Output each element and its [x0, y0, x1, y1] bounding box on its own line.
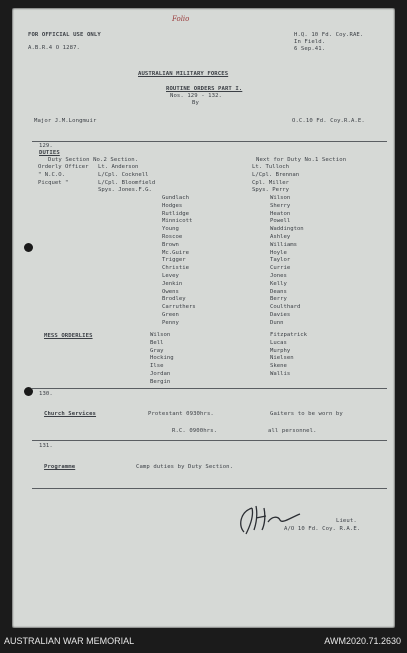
personnel-name: Levey: [162, 272, 179, 279]
personnel-name: Bergin: [150, 378, 171, 385]
folio-stamp: Folio: [172, 15, 190, 23]
personnel-name: Lucas: [270, 339, 287, 346]
document-title: AUSTRALIAN MILITARY FORCES: [138, 71, 229, 77]
personnel-name: Hoyle: [270, 249, 287, 256]
personnel-name: Taylor: [270, 257, 291, 264]
personnel-name: Skene: [270, 363, 287, 370]
personnel-name: Ilse: [150, 363, 164, 370]
personnel-name: Sherry: [270, 202, 291, 209]
rank-entry: Spys. Jones.F.G.: [98, 187, 152, 194]
personnel-name: Dunn: [270, 319, 284, 326]
section-divider: [32, 388, 387, 389]
personnel-name: Currie: [270, 265, 291, 272]
section-divider: [32, 141, 387, 142]
signature-rank: Lieut.: [336, 518, 357, 524]
church-note-1: Gaiters to be worn by: [270, 411, 343, 417]
personnel-name: Young: [162, 226, 179, 233]
next-duty-title: Next for Duty No.1 Section: [256, 157, 347, 163]
date-line: 6 Sep.41.: [294, 46, 326, 52]
section-number-129: 129.: [39, 143, 53, 149]
personnel-name: Murphy: [270, 347, 291, 354]
personnel-name: Rutlidge: [162, 210, 189, 217]
personnel-name: Wilson: [270, 195, 291, 201]
personnel-name: Christie: [162, 265, 189, 272]
personnel-name: Fitzpatrick: [270, 332, 308, 338]
personnel-name: Powell: [270, 218, 291, 225]
security-marking: FOR OFFICIAL USE ONLY: [28, 32, 101, 38]
mess-orderlies-right: [270, 332, 307, 379]
rank-entry: L/Cpl. Cocknell: [98, 171, 149, 178]
personnel-name: Davies: [270, 311, 291, 318]
signature-unit: A/O 10 Fd. Coy. R.A.E.: [284, 526, 361, 532]
personnel-name: Penny: [162, 319, 179, 326]
personnel-name: Berry: [270, 296, 287, 303]
role-picquet: Picquet ": [38, 179, 69, 186]
personnel-name: Mc.Guire: [162, 249, 189, 256]
rank-entry: L/Cpl. Bloomfield: [98, 179, 156, 186]
rank-entry: L/Cpl. Brennan: [252, 171, 300, 178]
archive-id: AWM2020.71.2630: [324, 636, 401, 646]
role-orderly-officer: Orderly Officer: [38, 164, 89, 170]
personnel-name: Hocking: [150, 355, 174, 362]
rank-entry: Spys. Perry: [252, 187, 290, 194]
next-duty-ranks: [252, 164, 299, 195]
programme-text: Camp duties by Duty Section.: [136, 464, 234, 470]
personnel-name: Wilson: [150, 332, 171, 338]
church-services-heading: Church Services: [44, 411, 97, 417]
personnel-name: Bell: [150, 339, 164, 346]
personnel-name: Jenkin: [162, 280, 183, 287]
personnel-name: Brown: [162, 241, 179, 248]
duty-roles: [38, 164, 89, 187]
duty-section-title: Duty Section No.2 Section.: [48, 157, 139, 163]
duty-sappers-list: [162, 195, 196, 328]
by-line: By: [192, 100, 199, 106]
personnel-name: Owens: [162, 288, 179, 295]
personnel-name: Gundlach: [162, 195, 189, 201]
section-number-131: 131.: [39, 443, 53, 449]
church-rc: R.C. 0900hrs.: [172, 428, 218, 434]
personnel-name: Jordan: [150, 370, 171, 377]
personnel-name: Kelly: [270, 280, 287, 287]
location-line: In Field.: [294, 39, 326, 45]
rank-entry: Cpl. Miller: [252, 179, 290, 186]
personnel-name: Waddington: [270, 226, 304, 233]
mess-orderlies-left: [150, 332, 174, 387]
rank-entry: Lt. Tulloch: [252, 164, 290, 170]
next-duty-sappers-list: [270, 195, 304, 328]
personnel-name: Trigger: [162, 257, 186, 264]
form-number: A.B.R.4 O 1287.: [28, 45, 81, 51]
officer-unit: O.C.10 Fd. Coy.R.A.E.: [292, 118, 365, 124]
personnel-name: Brodley: [162, 296, 186, 303]
personnel-name: Ashley: [270, 233, 291, 240]
section-divider: [32, 488, 387, 489]
document-subtitle: ROUTINE ORDERS PART I.: [166, 86, 243, 92]
role-nco: " N.C.O.: [38, 171, 65, 178]
duties-heading: DUTIES: [39, 150, 60, 156]
personnel-name: Nielsen: [270, 355, 294, 362]
punch-hole: [24, 243, 33, 252]
duty-ranks: [98, 164, 155, 195]
archive-credit: AUSTRALIAN WAR MEMORIAL: [4, 636, 135, 646]
church-note-2: all personnel.: [268, 428, 317, 434]
personnel-name: Hodges: [162, 202, 183, 209]
hq-line: H.Q. 10 Fd. Coy.RAE.: [294, 32, 364, 38]
officer-name: Major J.M.Longmuir: [34, 118, 97, 124]
church-protestant: Protestant 0930hrs.: [148, 411, 214, 417]
personnel-name: Deans: [270, 288, 287, 295]
document-sheet: [12, 8, 395, 628]
personnel-name: Green: [162, 311, 179, 318]
programme-heading: Programme: [44, 464, 76, 470]
personnel-name: Jones: [270, 272, 287, 279]
section-divider: [32, 440, 387, 441]
mess-orderlies-heading: MESS ORDERLIES: [44, 333, 93, 339]
personnel-name: Heaton: [270, 210, 291, 217]
personnel-name: Roscoe: [162, 233, 183, 240]
order-numbers: Nos. 129 - 132.: [170, 93, 223, 99]
personnel-name: Williams: [270, 241, 297, 248]
personnel-name: Coulthard: [270, 304, 301, 311]
section-number-130: 130.: [39, 391, 53, 397]
personnel-name: Carruthers: [162, 304, 196, 311]
rank-entry: Lt. Anderson: [98, 164, 139, 170]
personnel-name: Minnicott: [162, 218, 193, 225]
personnel-name: Gray: [150, 347, 164, 354]
personnel-name: Wallis: [270, 370, 291, 377]
